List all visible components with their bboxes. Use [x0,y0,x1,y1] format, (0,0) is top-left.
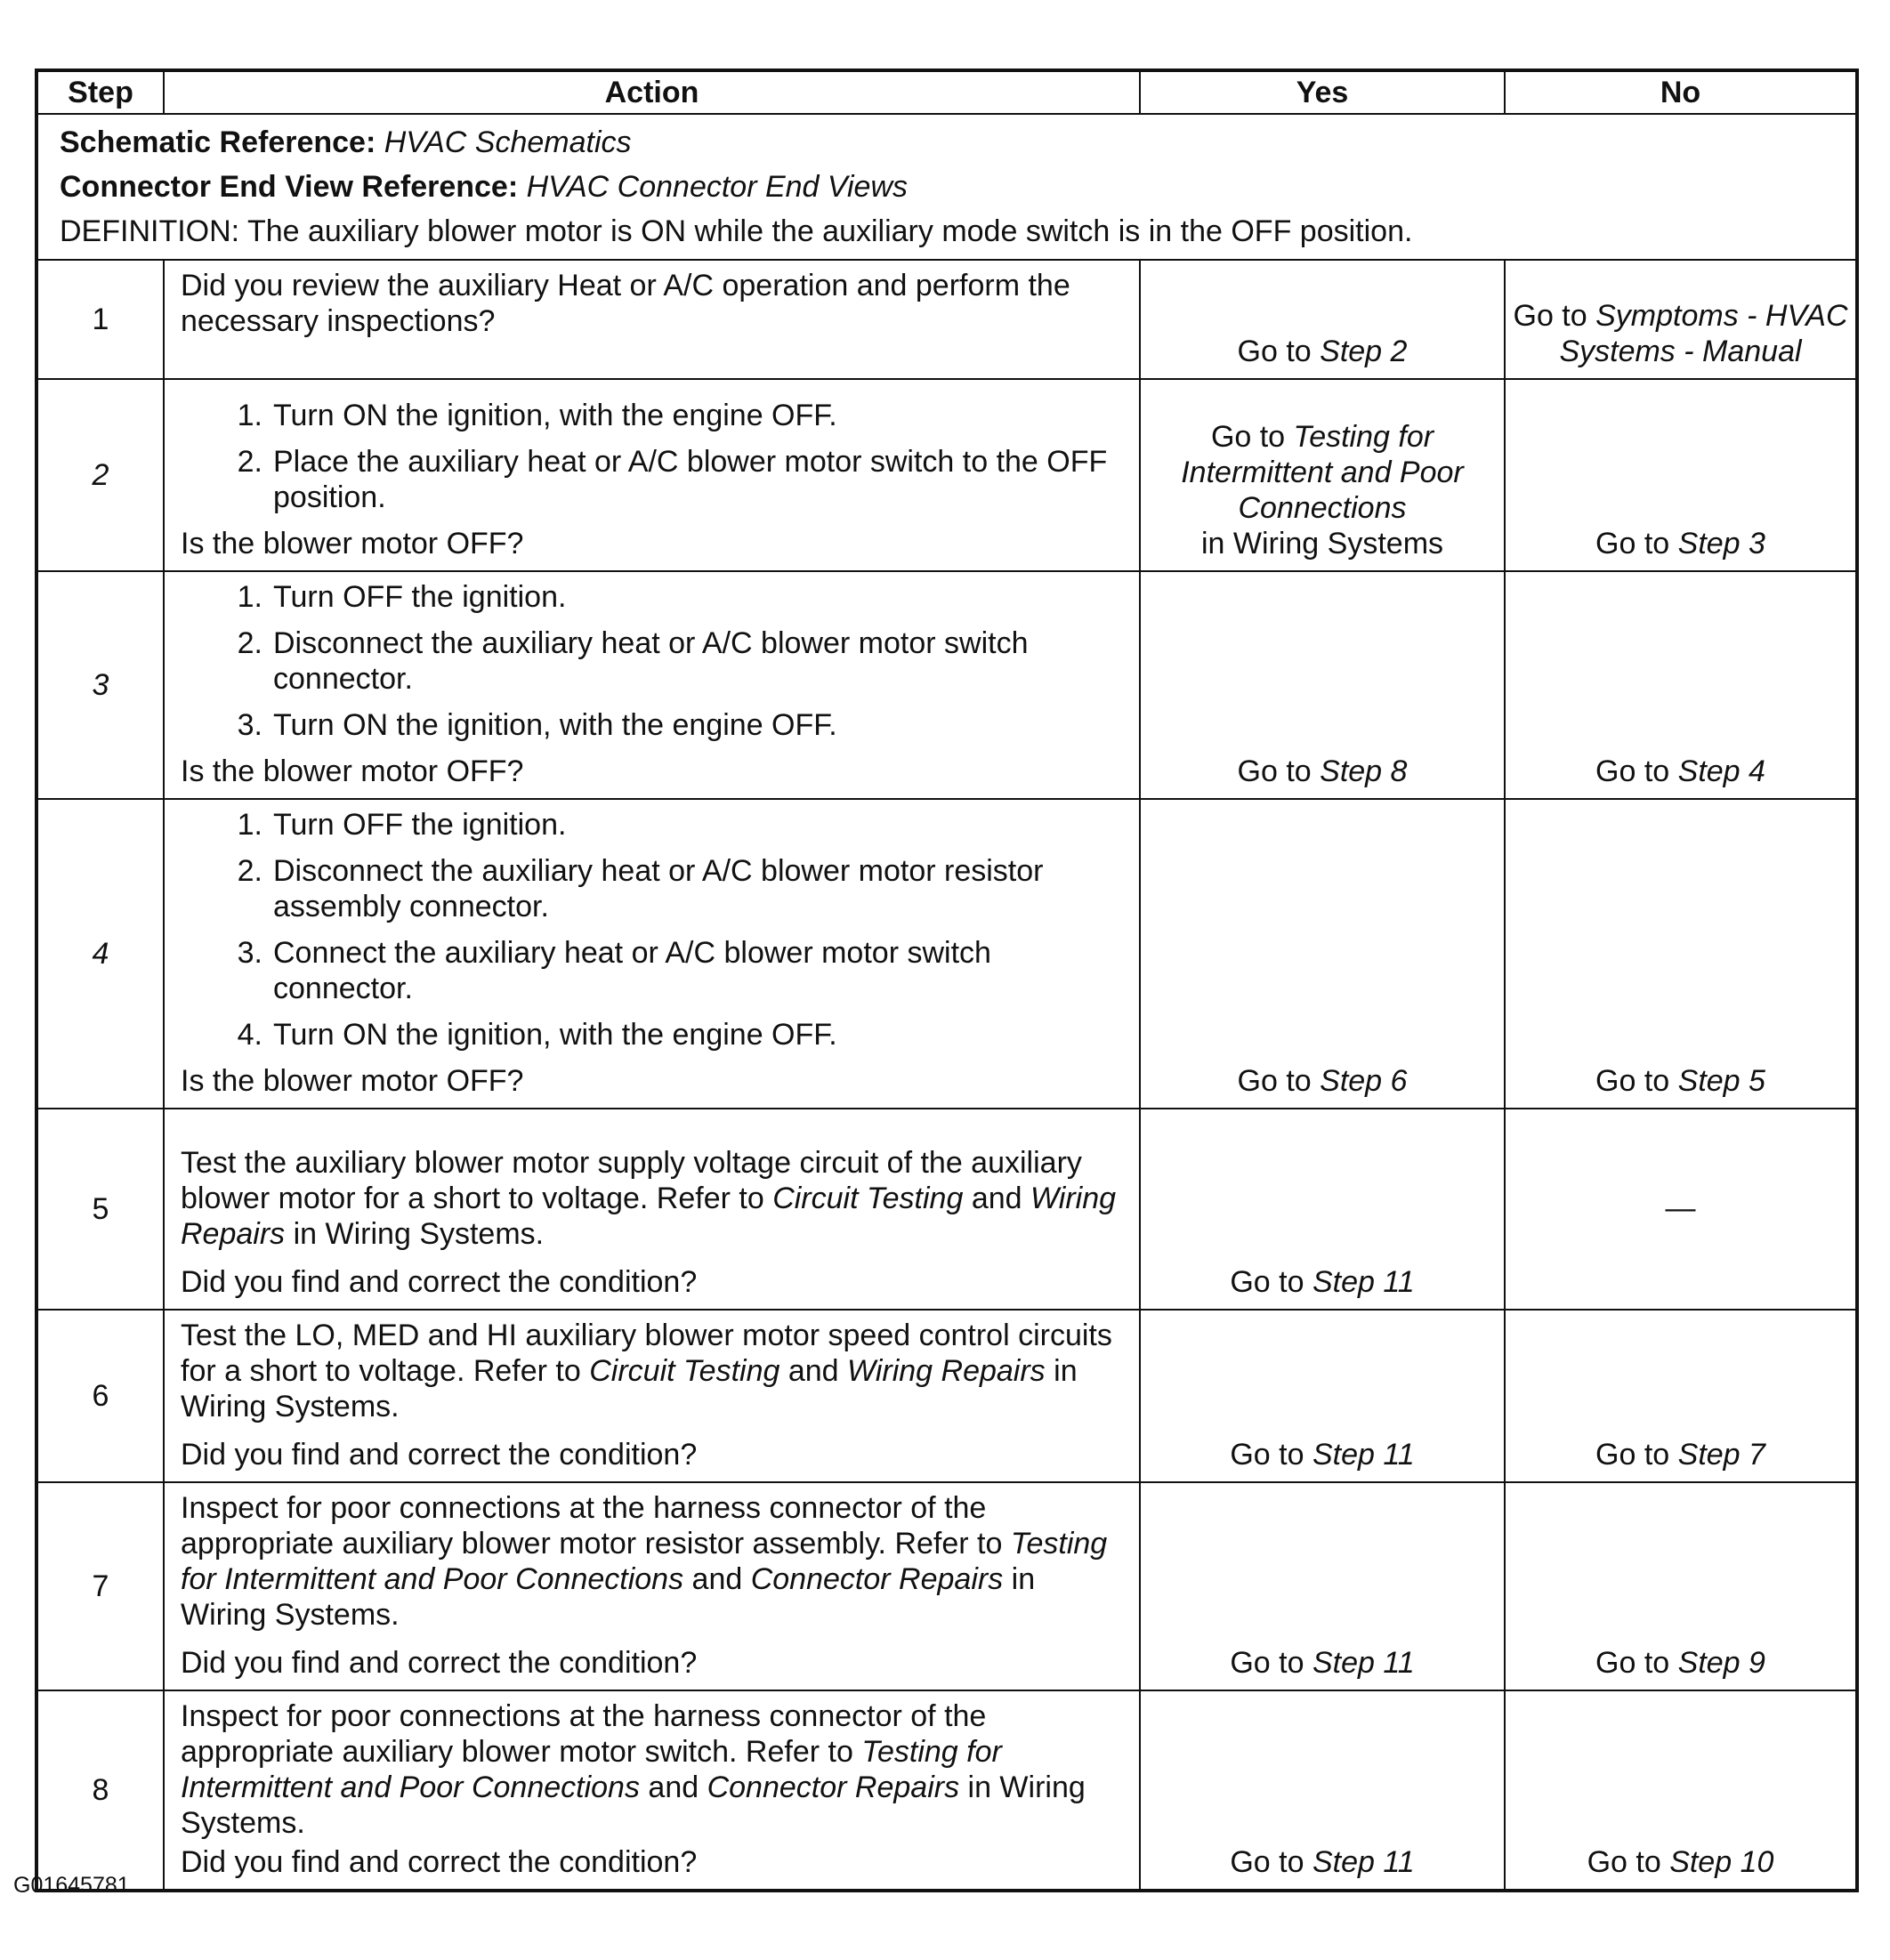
step-number: 5 [36,1109,164,1310]
no-prefix: Go to [1587,1845,1670,1879]
definition-text: DEFINITION: The auxiliary blower motor is ON while the auxiliary mode switch is in the OFF position. [60,214,1413,248]
question-text: Did you find and correct the condition? [181,1646,698,1680]
action-cell [164,799,1140,1109]
yes-prefix: Go to [1230,1646,1312,1680]
yes-link[interactable]: Step 8 [1320,754,1408,788]
table-row [36,1482,1857,1690]
step-number: 6 [36,1310,164,1482]
yes-cell [1140,1109,1505,1310]
no-prefix: Go to [1595,1064,1678,1098]
question-text: Did you find and correct the condition? [181,1845,698,1879]
table-row [36,379,1857,571]
action-cell [164,1310,1140,1482]
action-text: Did you review the auxiliary Heat or A/C operation and perform the necessary inspections? [181,269,1070,338]
action-cell [164,571,1140,799]
step-number: 8 [36,1690,164,1891]
step-number: 2 [36,379,164,571]
table-row [36,799,1857,1109]
question-text: Is the blower motor OFF? [181,1064,524,1098]
substep-item: 4. Turn ON the ignition, with the engine OFF. [237,1018,837,1052]
action-text: Test the LO, MED and HI auxiliary blower motor speed control circuits for a short to voltage. Refer to Circuit Testing and Wiring Repairs in Wiring Systems. [181,1319,1112,1424]
no-prefix: Go to [1595,1438,1678,1472]
no-link[interactable]: Step 4 [1677,754,1765,788]
diagnostic-table [35,69,1859,1892]
action-cell [164,260,1140,379]
step-number: 7 [36,1482,164,1690]
no-link[interactable]: Step 10 [1669,1845,1774,1879]
no-link[interactable]: Symptoms - HVAC Systems - Manual [1559,299,1848,368]
circuit-testing-link[interactable]: Circuit Testing [772,1182,964,1215]
no-prefix: Go to [1595,1646,1678,1680]
reference-row [36,114,1857,260]
yes-cell [1140,571,1505,799]
connector-link[interactable]: HVAC Connector End Views [526,170,908,204]
header-row [36,70,1857,114]
yes-prefix: Go to [1230,1845,1312,1879]
step-number: 4 [36,799,164,1109]
substep-item: 2. Disconnect the auxiliary heat or A/C blower motor resistor assembly connector. [237,854,1044,924]
no-link[interactable]: Step 5 [1677,1064,1765,1098]
wiring-repairs-link[interactable]: Wiring Repairs [847,1354,1046,1388]
connector-label: Connector End View Reference: [60,170,519,204]
no-link[interactable]: Step 7 [1677,1438,1765,1472]
substep-list [181,398,1125,515]
no-cell [1505,1482,1857,1690]
no-cell [1505,1109,1857,1310]
table-row [36,571,1857,799]
no-cell [1505,571,1857,799]
step-number: 3 [36,571,164,799]
yes-link[interactable]: Step 6 [1320,1064,1408,1098]
header-step: Step [36,70,164,114]
no-dash: — [1665,1191,1696,1225]
yes-suffix: in Wiring Systems [1200,527,1444,561]
action-text: Test the auxiliary blower motor supply voltage circuit of the auxiliary blower motor for a short to voltage. Refer to Circuit Testing and Wiring Repairs in Wiring Systems. [181,1146,1117,1251]
wiring-repairs-link[interactable]: Wiring Repairs [181,1182,1117,1251]
substep-item: 1. Turn ON the ignition, with the engine OFF. [237,399,837,432]
action-text: Inspect for poor connections at the harness connector of the appropriate auxiliary blower motor resistor assembly. Refer to Testing for Intermittent and Poor Connections and Connector Repairs in Wiring Systems. [181,1491,1108,1632]
action-cell [164,1482,1140,1690]
table-row [36,1690,1857,1891]
circuit-testing-link[interactable]: Circuit Testing [589,1354,780,1388]
yes-prefix: Go to [1210,420,1294,454]
yes-link[interactable]: Testing for Intermittent and Poor Connections [1181,420,1464,525]
substep-item: 2. Disconnect the auxiliary heat or A/C blower motor switch connector. [237,626,1029,696]
no-prefix: Go to [1513,299,1596,333]
no-cell [1505,1690,1857,1891]
schematic-label: Schematic Reference: [60,125,376,159]
substep-item: 3. Turn ON the ignition, with the engine OFF. [237,708,837,742]
yes-prefix: Go to [1237,754,1321,788]
yes-link[interactable]: Step 11 [1312,1265,1415,1299]
substep-list [181,807,1125,1053]
yes-prefix: Go to [1237,335,1321,368]
yes-prefix: Go to [1230,1265,1312,1299]
reference-cell [36,114,1857,260]
figure-id: G01645781 [13,1873,130,1898]
testing-intermittent-link[interactable]: Testing for Intermittent and Poor Connections [181,1735,1002,1804]
yes-cell [1140,799,1505,1109]
no-cell [1505,260,1857,379]
yes-cell [1140,260,1505,379]
substep-list [181,579,1125,743]
action-cell [164,1109,1140,1310]
yes-link[interactable]: Step 11 [1312,1438,1415,1472]
yes-cell [1140,1690,1505,1891]
table-row [36,1310,1857,1482]
no-link[interactable]: Step 9 [1677,1646,1765,1680]
question-text: Is the blower motor OFF? [181,754,524,788]
table-row [36,1109,1857,1310]
header-action: Action [164,70,1140,114]
no-prefix: Go to [1595,754,1678,788]
yes-cell [1140,1482,1505,1690]
yes-cell [1140,379,1505,571]
question-text: Did you find and correct the condition? [181,1438,698,1472]
header-yes: Yes [1140,70,1505,114]
question-text: Did you find and correct the condition? [181,1265,698,1299]
yes-prefix: Go to [1230,1438,1312,1472]
connector-reference [60,165,1834,209]
step-number: 1 [36,260,164,379]
substep-item: 1. Turn OFF the ignition. [237,580,567,614]
schematic-link[interactable]: HVAC Schematics [384,125,632,159]
action-cell [164,1690,1140,1891]
action-cell [164,379,1140,571]
schematic-reference [60,120,1834,165]
no-cell [1505,1310,1857,1482]
no-link[interactable]: Step 3 [1677,527,1765,561]
connector-repairs-link[interactable]: Connector Repairs [750,1562,1004,1596]
table-row [36,260,1857,379]
question-text: Is the blower motor OFF? [181,527,524,561]
no-cell [1505,379,1857,571]
no-prefix: Go to [1595,527,1678,561]
yes-cell [1140,1310,1505,1482]
connector-repairs-link[interactable]: Connector Repairs [707,1770,960,1804]
substep-item: 3. Connect the auxiliary heat or A/C blower motor switch connector. [237,936,991,1005]
substep-item: 2. Place the auxiliary heat or A/C blower motor switch to the OFF position. [237,445,1108,514]
yes-link[interactable]: Step 11 [1312,1845,1415,1879]
substep-item: 1. Turn OFF the ignition. [237,808,567,842]
yes-link[interactable]: Step 2 [1320,335,1408,368]
testing-intermittent-link[interactable]: Testing for Intermittent and Poor Connections [181,1527,1108,1596]
no-cell [1505,799,1857,1109]
action-text: Inspect for poor connections at the harness connector of the appropriate auxiliary blower motor switch. Refer to Testing for Intermittent and Poor Connections and Connector Repairs in Wiring Systems. [181,1699,1086,1840]
header-no: No [1505,70,1857,114]
yes-prefix: Go to [1237,1064,1321,1098]
yes-link[interactable]: Step 11 [1312,1646,1415,1680]
